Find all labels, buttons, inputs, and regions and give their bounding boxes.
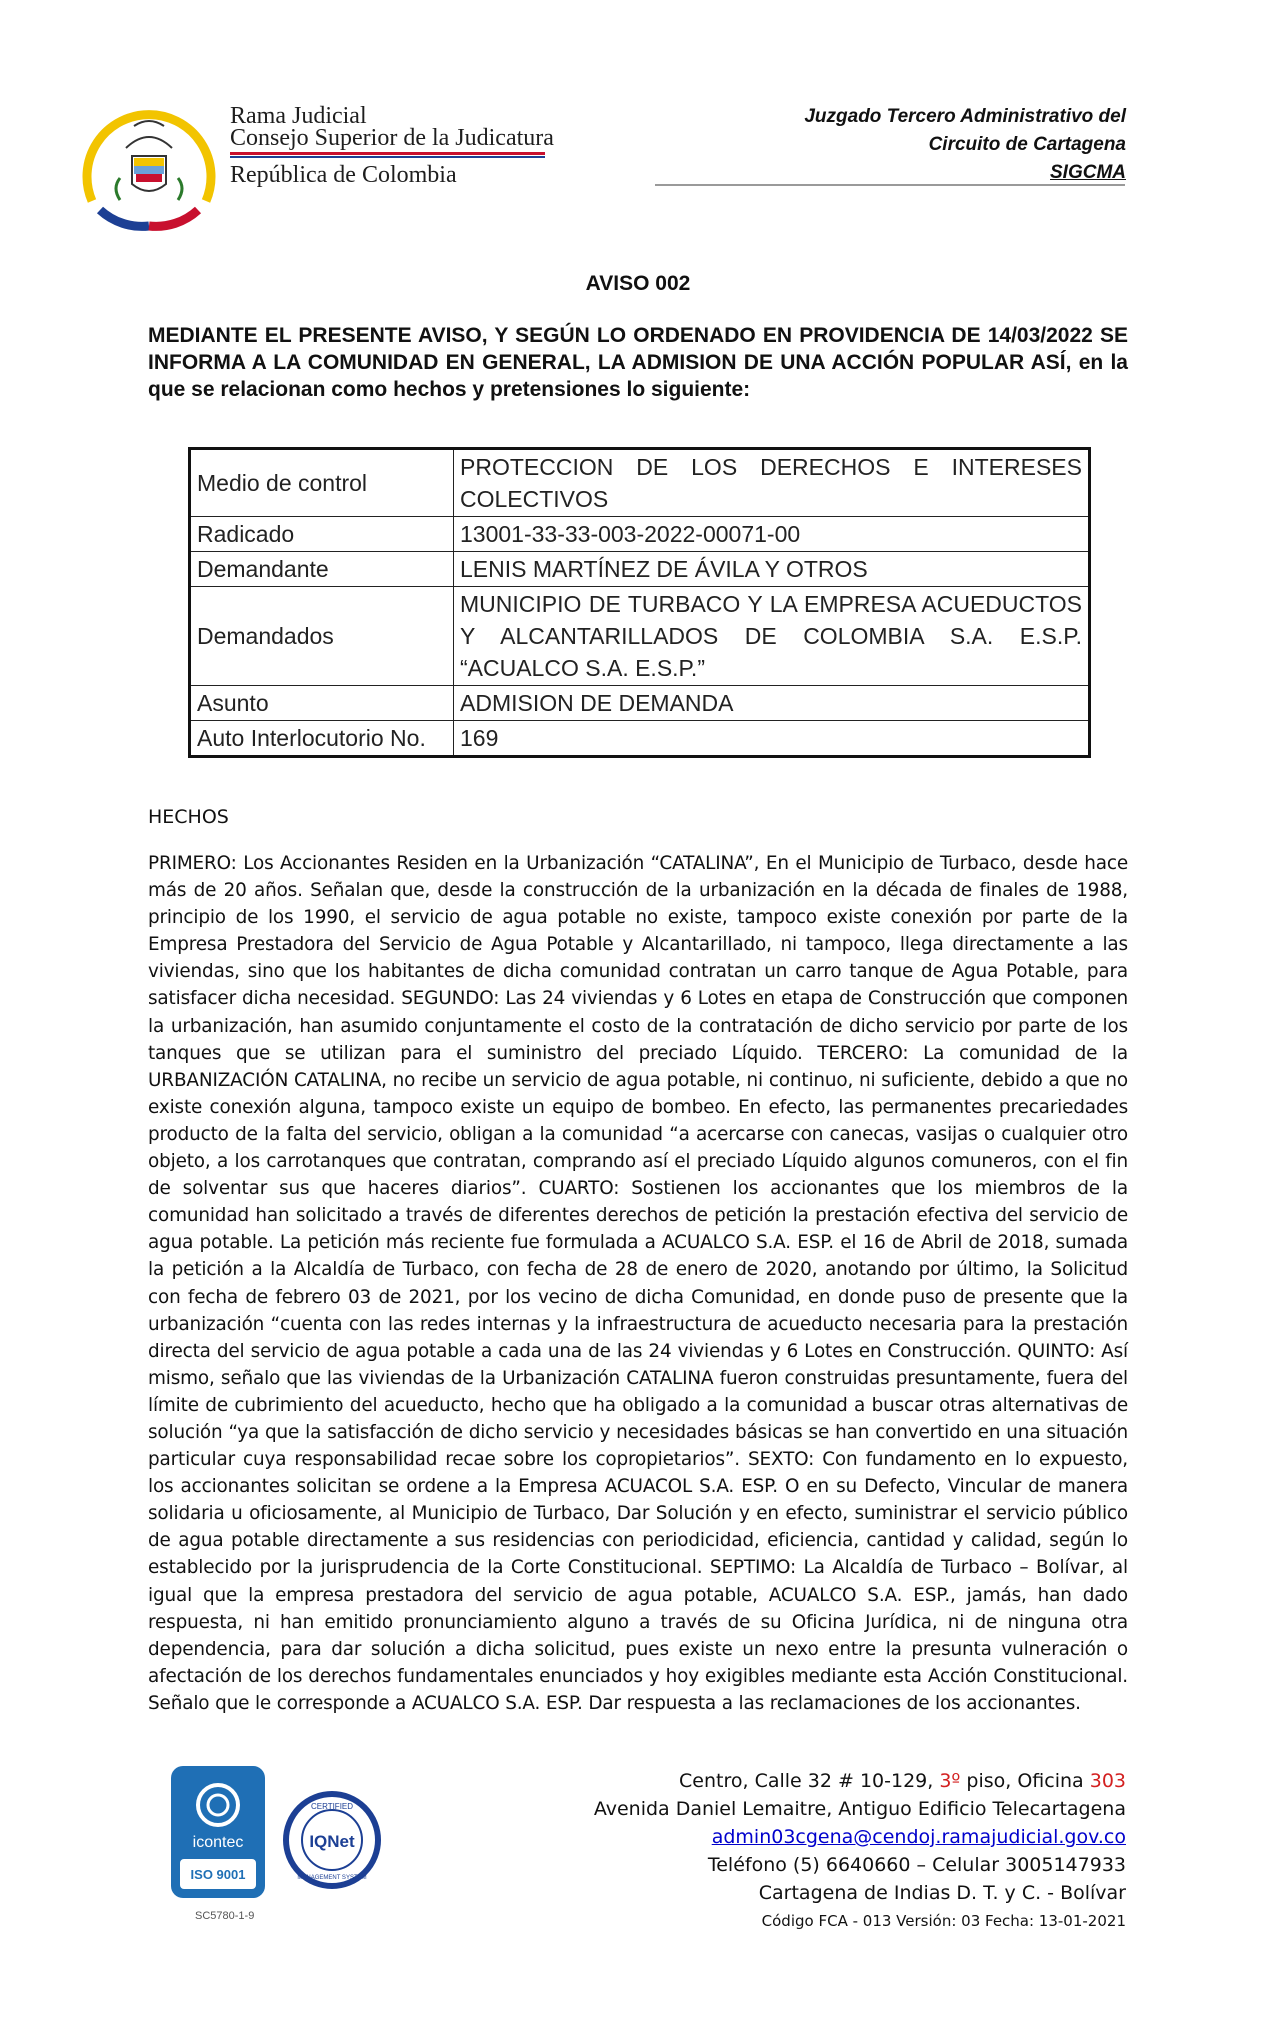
iqnet-label: IQNet (309, 1832, 355, 1851)
rama-judicial-seal-logo (74, 86, 224, 236)
city-line: Cartagena de Indias D. T. y C. - Bolívar (758, 1882, 1126, 1904)
intro-rest-text: en la que se relacionan como hechos y pretensiones lo siguiente: (148, 351, 1128, 401)
row-value: ADMISION DE DEMANDA (454, 686, 1090, 721)
icontec-label: icontec (192, 1834, 244, 1851)
address-text: Centro, Calle 32 # 10-129, (679, 1770, 940, 1792)
certificate-code: SC5780-1-9 (195, 1910, 255, 1922)
case-info-table (188, 447, 1091, 758)
header-rule (655, 184, 1125, 186)
row-label: Medio de control (190, 449, 454, 517)
address-line2: Avenida Daniel Lemaitre, Antiguo Edificio Telecartagena (593, 1798, 1126, 1820)
court-name-line1: Juzgado Tercero Administrativo del (804, 106, 1126, 127)
table-row (190, 587, 1090, 686)
hechos-body-text: PRIMERO: Los Accionantes Residen en la Urbanización “CATALINA”, En el Municipio de Turbaco, desde hace más de 20 años. Señalan que, desde la construcción de la urbanización en la década de finales de 1988, principio de los 1990, el servicio de agua potable no existe, tampoco existe conexión por parte de la Empresa Prestadora del Servicio de Agua Potable y Alcantarillado, ni tampoco, llega directamente a las viviendas, sino que los habitantes de dicha comunidad contratan un carro tanque de Agua Potable, para satisfacer dicha necesidad. SEGUNDO: Las 24 viviendas y 6 Lotes en etapa de Construcción que componen la urbanización, han asumido conjuntamente el costo de la contratación de dicho servicio por parte de los tanques que se utilizan para el suministro del preciado Líquido. TERCERO: La comunidad de la URBANIZACIÓN CATALINA, no recibe un servicio de agua potable, ni continuo, ni suficiente, debido a que no existe conexión alguna, tampoco existe un equipo de bombeo. En efecto, las permanentes precariedades producto de la falta del servicio, obligan a la comunidad “a acercarse con canecas, vasijas o cualquier otro objeto, a los carrotanques que contratan, comprando así el preciado Líquido algunos comuneros, con el fin de solventar sus que haceres diarios”. CUARTO: Sostienen los accionantes que los miembros de la comunidad han solicitado a través de diferentes derechos de petición la prestación efectiva del servicio de agua potable. La petición más reciente fue formulada a ACUALCO S.A. ESP. el 16 de Abril de 2018, sumada la petición a la Alcaldía de Turbaco, con fecha de 28 de enero de 2020, anotando por último, la Solicitud con fecha de febrero 03 de 2021, por los vecino de dicha Comunidad, en donde puso de presente que la urbanización “cuenta con las redes internas y la infraestructura de acueducto necesaria para la prestación directa del servicio de agua potable a cada una de las 24 viviendas y 6 Lotes en Construcción. QUINTO: Así mismo, señalo que las viviendas de la Urbanización CATALINA fueron construidas presuntamente, fuera del límite de cubrimiento del acueducto, hecho que ha obligado a la comunidad a buscar otras alternativas de solución “ya que la satisfacción de dicho servicio y necesidades básicas se han convertido en una situación particular cuya responsabilidad recae sobre los copropietarios”. SEXTO: Con fundamento en lo expuesto, los accionantes solicitan se ordene a la Empresa ACUACOL S.A. ESP. O en su Defecto, Vincular de manera solidaria u oficiosamente, al Municipio de Turbaco, Dar Solución y en efecto, suministrar el servicio público de agua potable directamente a sus residencias con periodicidad, eficiencia, cantidad y calidad, según lo establecido por la jurisprudencia de la Corte Constitucional. SEPTIMO: La Alcaldía de Turbaco – Bolívar, al igual que la empresa prestadora del servicio de agua potable, ACUALCO S.A. ESP., jamás, han dado respuesta, ni han emitido pronunciamiento alguno a través de su Oficina Jurídica, ni de ninguna otra dependencia, para dar solución a dicha solicitud, pues existe un nexo entre la presunta vulneración o afectación de los derechos fundamentales enunciados y hoy exigibles mediante esta Acción Constitucional. Señalo que le corresponde a ACUALCO S.A. ESP. Dar respuesta a las reclamaciones de los accionantes. (148, 853, 1128, 1714)
intro-bold-text: MEDIANTE EL PRESENTE AVISO, Y SEGÚN LO ORDENADO EN PROVIDENCIA DE 14/03/2022 SE INFORMA A LA COMUNIDAD EN GENERAL, LA ADMISION DE UNA ACCIÓN POPULAR ASÍ, (148, 324, 1128, 374)
table-row (190, 552, 1090, 587)
sigcma-label: SIGCMA (1050, 162, 1126, 183)
document-code-line: Código FCA - 013 Versión: 03 Fecha: 13-01-2021 (761, 1912, 1126, 1930)
iqnet-certification-badge (282, 1790, 382, 1890)
aviso-title: AVISO 002 (585, 272, 691, 295)
email-link[interactable]: admin03cgena@cendoj.ramajudicial.gov.co (711, 1826, 1126, 1848)
row-value: 13001-33-33-003-2022-00071-00 (454, 517, 1090, 552)
phone-line: Teléfono (5) 6640660 – Celular 3005147933 (707, 1854, 1126, 1876)
row-value: 169 (454, 721, 1090, 757)
row-value: MUNICIPIO DE TURBACO Y LA EMPRESA ACUEDUCTOS Y ALCANTARILLADOS DE COLOMBIA S.A. E.S.P. “ACUALCO S.A. E.S.P.” (454, 587, 1090, 686)
row-value: PROTECCION DE LOS DERECHOS E INTERESES COLECTIVOS (454, 449, 1090, 517)
mgmt-system-label: MANAGEMENT SYSTEM (297, 1875, 367, 1881)
logo-text-line: Rama Judicial (230, 103, 367, 129)
address-text: piso, Oficina (960, 1770, 1090, 1792)
row-label: Demandados (190, 587, 454, 686)
row-value: LENIS MARTÍNEZ DE ÁVILA Y OTROS (454, 552, 1090, 587)
row-label: Auto Interlocutorio No. (190, 721, 454, 757)
table-row (190, 686, 1090, 721)
iso-label: ISO 9001 (190, 1867, 246, 1882)
table-row (190, 449, 1090, 517)
table-row (190, 721, 1090, 757)
intro-paragraph (148, 322, 1128, 403)
table-row (190, 517, 1090, 552)
court-name-line2: Circuito de Cartagena (928, 134, 1126, 155)
logo-text-line: Consejo Superior de la Judicatura (230, 125, 554, 151)
logo-blue-rule (230, 156, 545, 158)
address-line1 (679, 1770, 1126, 1792)
row-label: Radicado (190, 517, 454, 552)
certified-label: CERTIFIED (310, 1802, 354, 1811)
row-label: Asunto (190, 686, 454, 721)
floor-number: 3º (939, 1770, 961, 1792)
logo-text-line: República de Colombia (230, 162, 457, 188)
logo-red-rule (230, 152, 545, 155)
hechos-heading: HECHOS (148, 806, 229, 828)
icontec-certification-badge (170, 1765, 266, 1899)
office-number: 303 (1089, 1770, 1126, 1792)
row-label: Demandante (190, 552, 454, 587)
